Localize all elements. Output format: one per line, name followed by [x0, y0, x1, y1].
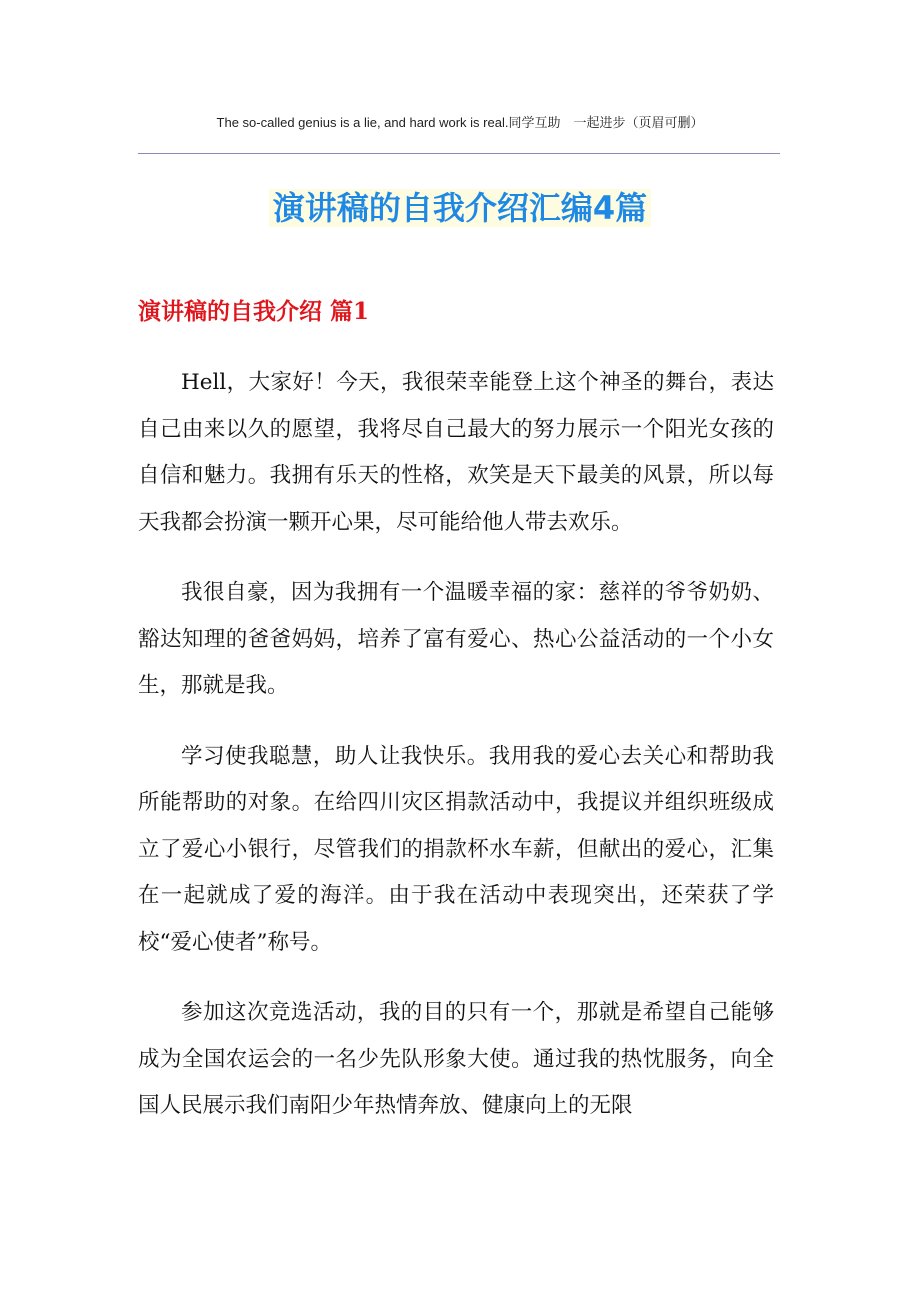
paragraph: Hell，大家好！今天，我很荣幸能登上这个神圣的舞台，表达自己由来以久的愿望，我将尽自己最大的努力展示一个阳光女孩的自信和魅力。我拥有乐天的性格，欢笑是天下最美的风景，所以每天我都会扮演一颗开心果，尽可能给他人带去欢乐。 — [138, 370, 774, 535]
section-heading: 演讲稿的自我介绍 篇1 — [138, 298, 370, 325]
page-header-text: The so-called genius is a lie, and hard work is real.同学互助 一起进步（页眉可删） — [216, 115, 704, 130]
paragraph: 我很自豪，因为我拥有一个温暖幸福的家：慈祥的爷爷奶奶、豁达知理的爸爸妈妈，培养了富有爱心、热心公益活动的一个小女生，那就是我。 — [138, 580, 774, 698]
header-divider — [138, 153, 780, 154]
document-title — [0, 184, 920, 232]
document-title-text: 演讲稿的自我介绍汇编4篇 — [269, 189, 651, 227]
document-body — [138, 360, 774, 1154]
paragraph: 参加这次竞选活动，我的目的只有一个，那就是希望自己能够成为全国农运会的一名少先队形象大使。通过我的热忱服务，向全国人民展示我们南阳少年热情奔放、健康向上的无限 — [138, 1000, 774, 1118]
paragraph: 学习使我聪慧，助人让我快乐。我用我的爱心去关心和帮助我所能帮助的对象。在给四川灾区捐款活动中，我提议并组织班级成立了爱心小银行，尽管我们的捐款杯水车薪，但献出的爱心，汇集在一起就成了爱的海洋。由于我在活动中表现突出，还荣获了学校“爱心使者”称号。 — [138, 743, 774, 955]
